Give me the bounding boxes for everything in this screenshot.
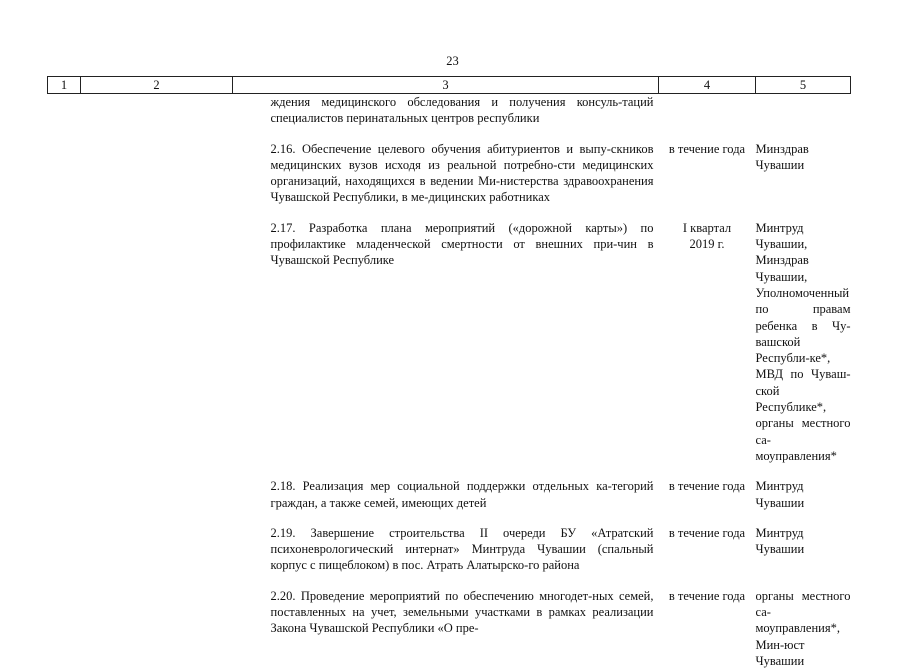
column-header-3: 3 — [233, 77, 659, 94]
table-body — [48, 94, 851, 669]
executor-cell: Минтруд Чувашии — [756, 478, 851, 525]
term-cell: I квартал 2019 г. — [659, 220, 756, 478]
executor-cell — [756, 94, 851, 141]
executor-cell: Минздрав Чувашии — [756, 141, 851, 220]
table-row — [48, 94, 851, 141]
page-number: 23 — [0, 54, 905, 69]
table-header — [48, 77, 851, 94]
measure-text: 2.17. Разработка плана мероприятий («дорожной карты») по профилактике младенческой смертности от внешних при-чин в Чувашской Республике — [271, 220, 659, 269]
executor-cell: органы местного са-моуправления*, Мин-юст Чувашии — [756, 588, 851, 669]
term-cell: в течение года — [659, 478, 756, 525]
table-row — [48, 588, 851, 669]
column-header-5: 5 — [756, 77, 851, 94]
measure-text: ждения медицинского обследования и получения консуль-таций специалистов перинатальных центров республики — [271, 94, 659, 127]
table-row — [48, 220, 851, 478]
header-row — [48, 77, 851, 94]
executor-cell: Минтруд Чувашии — [756, 525, 851, 588]
term-cell: в течение года — [659, 141, 756, 220]
measure-text: 2.16. Обеспечение целевого обучения абитуриентов и выпу-скников медицинских вузов исходя из реальной потребно-сти медицинских организаций, находящихся в ведении Ми-нистерства здравоохранения Чувашской Республики, в ме-дицинских работниках — [271, 141, 659, 206]
column-header-2: 2 — [81, 77, 233, 94]
plan-table — [47, 76, 851, 669]
measure-text: 2.20. Проведение мероприятий по обеспечению многодет-ных семей, поставленных на учет, земельными участками в рамках реализации Закона Чувашской Республики «О пре- — [271, 588, 659, 637]
column-header-1: 1 — [48, 77, 81, 94]
term-cell — [659, 94, 756, 141]
measure-text: 2.18. Реализация мер социальной поддержки отдельных ка-тегорий граждан, а также семей, имеющих детей — [271, 478, 659, 511]
table-row — [48, 141, 851, 220]
column-header-4: 4 — [659, 77, 756, 94]
table-row — [48, 525, 851, 588]
term-cell: в течение года — [659, 525, 756, 588]
table-row — [48, 478, 851, 525]
term-cell: в течение года — [659, 588, 756, 669]
measure-text: 2.19. Завершение строительства II очереди БУ «Атратский психоневрологический интернат» Минтруда Чувашии (спальный корпус с пищеблоком) в пос. Атрать Алатырско-го района — [271, 525, 659, 574]
executor-cell: Минтруд Чувашии, Минздрав Чувашии, Уполномоченный по правам ребенка в Чу-вашской Республи-ке*, МВД по Чуваш-ской Республике*, органы местного са-моуправления* — [756, 220, 851, 478]
